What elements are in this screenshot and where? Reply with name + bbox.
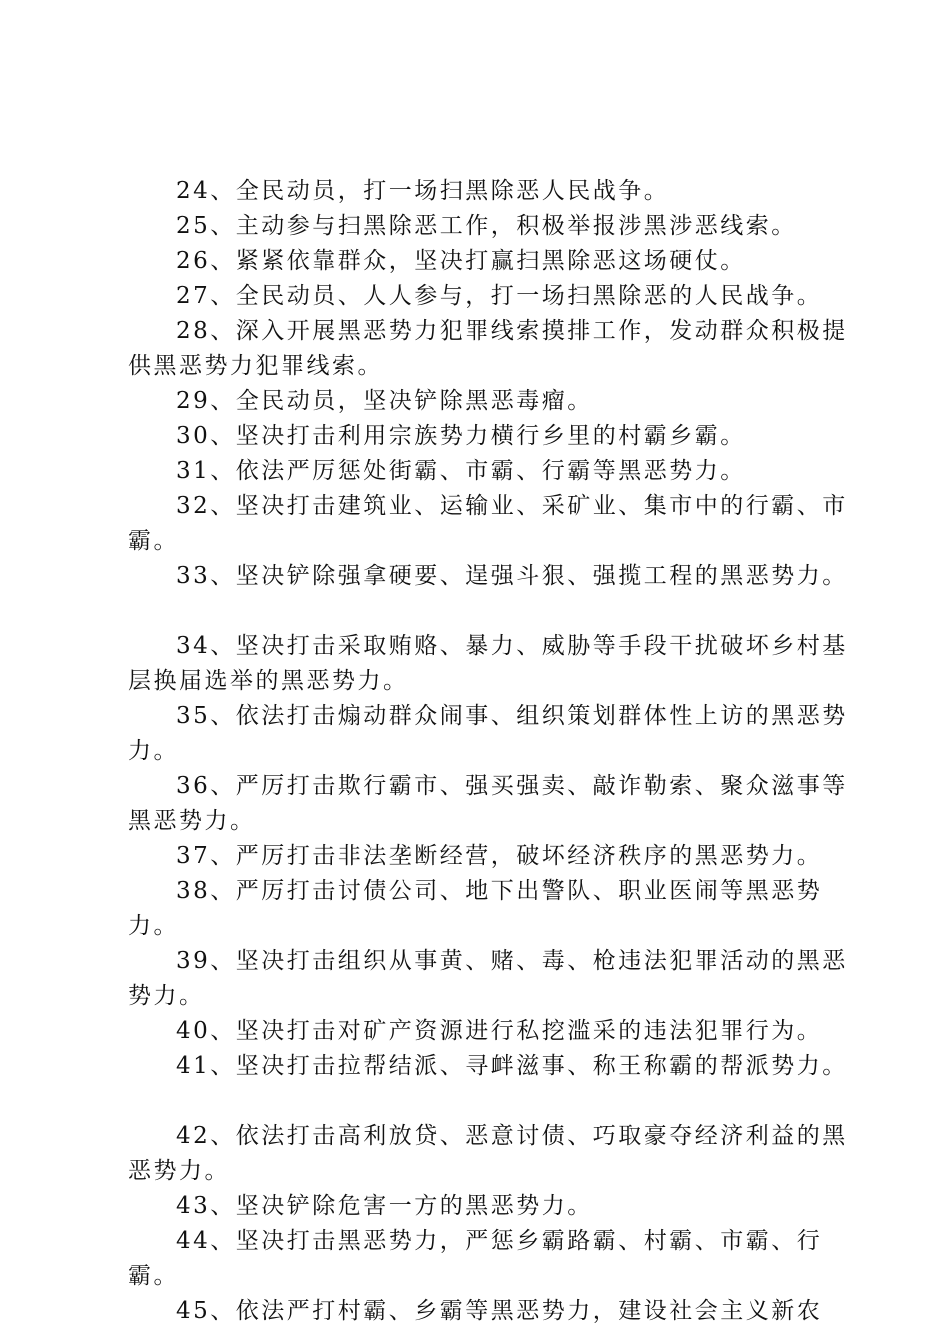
paragraph-41: 41、坚决打击拉帮结派、寻衅滋事、称王称霸的帮派势力。 [176,1053,848,1079]
paragraph-28: 28、深入开展黑恶势力犯罪线索摸排工作，发动群众积极提供黑恶势力犯罪线索。 [128,318,848,379]
paragraph-34: 34、坚决打击采取贿赂、暴力、威胁等手段干扰破坏乡村基层换届选举的黑恶势力。 [128,633,848,694]
paragraph-25: 25、主动参与扫黑除恶工作，积极举报涉黑涉恶线索。 [176,213,797,239]
paragraph-40: 40、坚决打击对矿产资源进行私挖滥采的违法犯罪行为。 [176,1018,823,1044]
document-body [128,174,848,1329]
paragraph-24: 24、全民动员，打一场扫黑除恶人民战争。 [176,178,670,204]
paragraph-42: 42、依法打击高利放贷、恶意讨债、巧取豪夺经济利益的黑恶势力。 [128,1123,848,1184]
paragraph-36: 36、严厉打击欺行霸市、强买强卖、敲诈勒索、聚众滋事等黑恶势力。 [128,773,848,834]
paragraph-33: 33、坚决铲除强拿硬要、逞强斗狠、强揽工程的黑恶势力。 [176,563,848,589]
paragraph-45: 45、依法严打村霸、乡霸等黑恶势力，建设社会主义新农 [176,1298,823,1324]
paragraph-29: 29、全民动员，坚决铲除黑恶毒瘤。 [176,388,593,414]
paragraph-26: 26、紧紧依靠群众，坚决打赢扫黑除恶这场硬仗。 [176,248,746,274]
paragraph-38: 38、严厉打击讨债公司、地下出警队、职业医闹等黑恶势力。 [128,878,823,939]
paragraph-30: 30、坚决打击利用宗族势力横行乡里的村霸乡霸。 [176,423,746,449]
paragraph-31: 31、依法严厉惩处街霸、市霸、行霸等黑恶势力。 [176,458,746,484]
paragraph-35: 35、依法打击煽动群众闹事、组织策划群体性上访的黑恶势力。 [128,703,848,764]
paragraph-32: 32、坚决打击建筑业、运输业、采矿业、集市中的行霸、市霸。 [128,493,848,554]
paragraph-27: 27、全民动员、人人参与，打一场扫黑除恶的人民战争。 [176,283,823,309]
paragraph-44: 44、坚决打击黑恶势力，严惩乡霸路霸、村霸、市霸、行霸。 [128,1228,823,1289]
paragraph-37: 37、严厉打击非法垄断经营，破坏经济秩序的黑恶势力。 [176,843,823,869]
paragraph-43: 43、坚决铲除危害一方的黑恶势力。 [176,1193,593,1219]
paragraph-39: 39、坚决打击组织从事黄、赌、毒、枪违法犯罪活动的黑恶势力。 [128,948,848,1009]
